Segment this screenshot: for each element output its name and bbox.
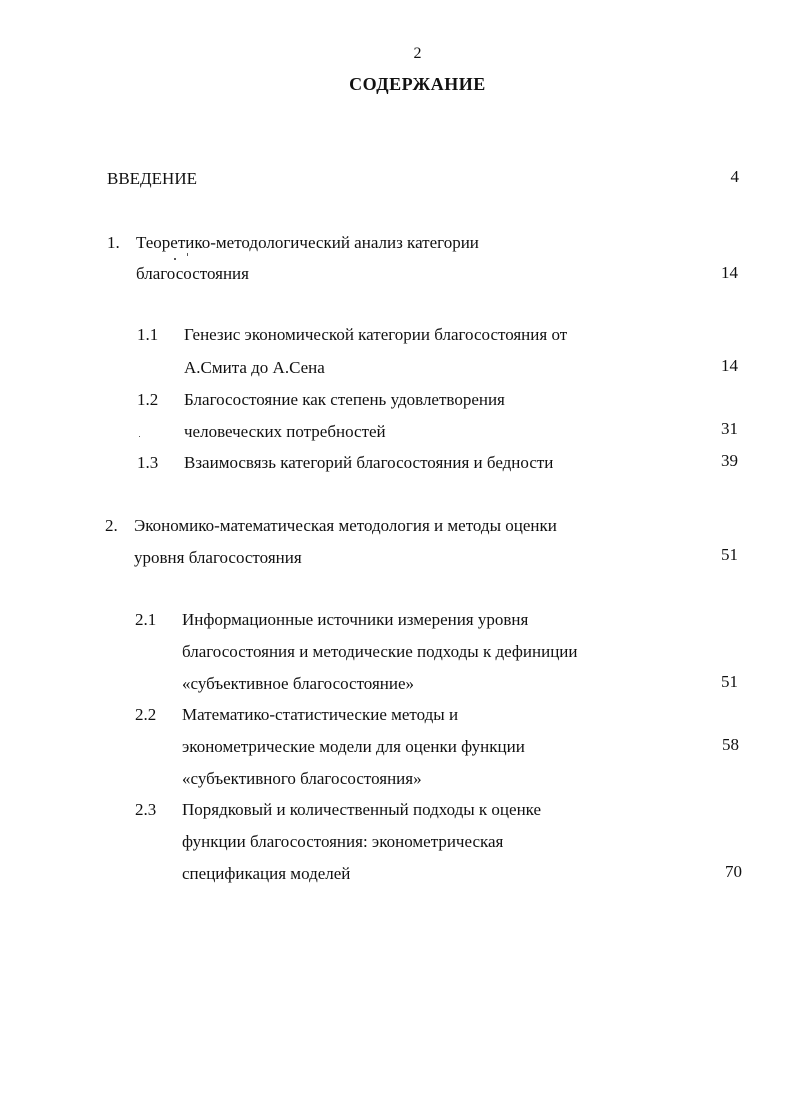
toc-chapter-page: 51 xyxy=(721,545,738,564)
toc-section-page: 70 xyxy=(725,862,742,881)
toc-chapter-title-line: Теоретико-методологический анализ категории xyxy=(136,233,479,252)
toc-section-title-line: Генезис экономической категории благосостояния от xyxy=(184,325,568,344)
toc-section-number: 2.3 xyxy=(135,800,157,819)
toc-section-page: 31 xyxy=(721,419,738,438)
toc-section-page: 39 xyxy=(721,451,738,470)
toc-section-number: 1.3 xyxy=(137,453,159,472)
toc-section-title-line: благосостояния и методические подходы к дефиниции xyxy=(182,642,578,661)
scan-speck xyxy=(139,436,140,437)
toc-section-title-line: функции благосостояния: эконометрическая xyxy=(182,832,504,851)
page-number: 2 xyxy=(413,45,422,62)
toc-chapter-title-line: благосостояния xyxy=(136,264,249,283)
toc-section-title-line: «субъективное благосостояние» xyxy=(182,674,415,693)
toc-chapter-title-line: Экономико-математическая методология и методы оценки xyxy=(134,516,557,535)
toc-section-title-line: А.Смита до А.Сена xyxy=(184,358,325,377)
toc-entry-page: 4 xyxy=(730,167,739,186)
toc-entry-label: ВВЕДЕНИЕ xyxy=(107,169,197,188)
scan-speck xyxy=(174,258,176,260)
scan-speck xyxy=(187,253,188,256)
toc-section-title-line: эконометрические модели для оценки функции xyxy=(182,737,525,756)
toc-section-page: 14 xyxy=(721,356,738,375)
toc-section-page: 51 xyxy=(721,672,738,691)
toc-section-title-line: Математико-статистические методы и xyxy=(182,705,459,724)
toc-chapter-title-line: уровня благосостояния xyxy=(134,548,302,567)
toc-section-title-line: «субъективного благосостояния» xyxy=(182,769,422,788)
toc-section-number: 2.1 xyxy=(135,610,157,629)
toc-section-title-line: Взаимосвязь категорий благосостояния и бедности xyxy=(184,453,554,472)
toc-section-number: 1.2 xyxy=(137,390,159,409)
toc-section-title-line: человеческих потребностей xyxy=(184,422,386,441)
toc-chapter-number: 1. xyxy=(107,233,120,252)
toc-section-number: 1.1 xyxy=(137,325,159,344)
toc-section-page: 58 xyxy=(722,735,739,754)
toc-chapter-number: 2. xyxy=(105,516,118,535)
toc-section-title-line: Благосостояние как степень удовлетворения xyxy=(184,390,505,409)
toc-section-number: 2.2 xyxy=(135,705,157,724)
toc-chapter-page: 14 xyxy=(721,263,738,282)
toc-section-title-line: спецификация моделей xyxy=(182,864,351,883)
toc-section-title-line: Порядковый и количественный подходы к оценке xyxy=(182,800,542,819)
page-title: СОДЕРЖАНИЕ xyxy=(349,74,486,94)
toc-section-title-line: Информационные источники измерения уровня xyxy=(182,610,529,629)
